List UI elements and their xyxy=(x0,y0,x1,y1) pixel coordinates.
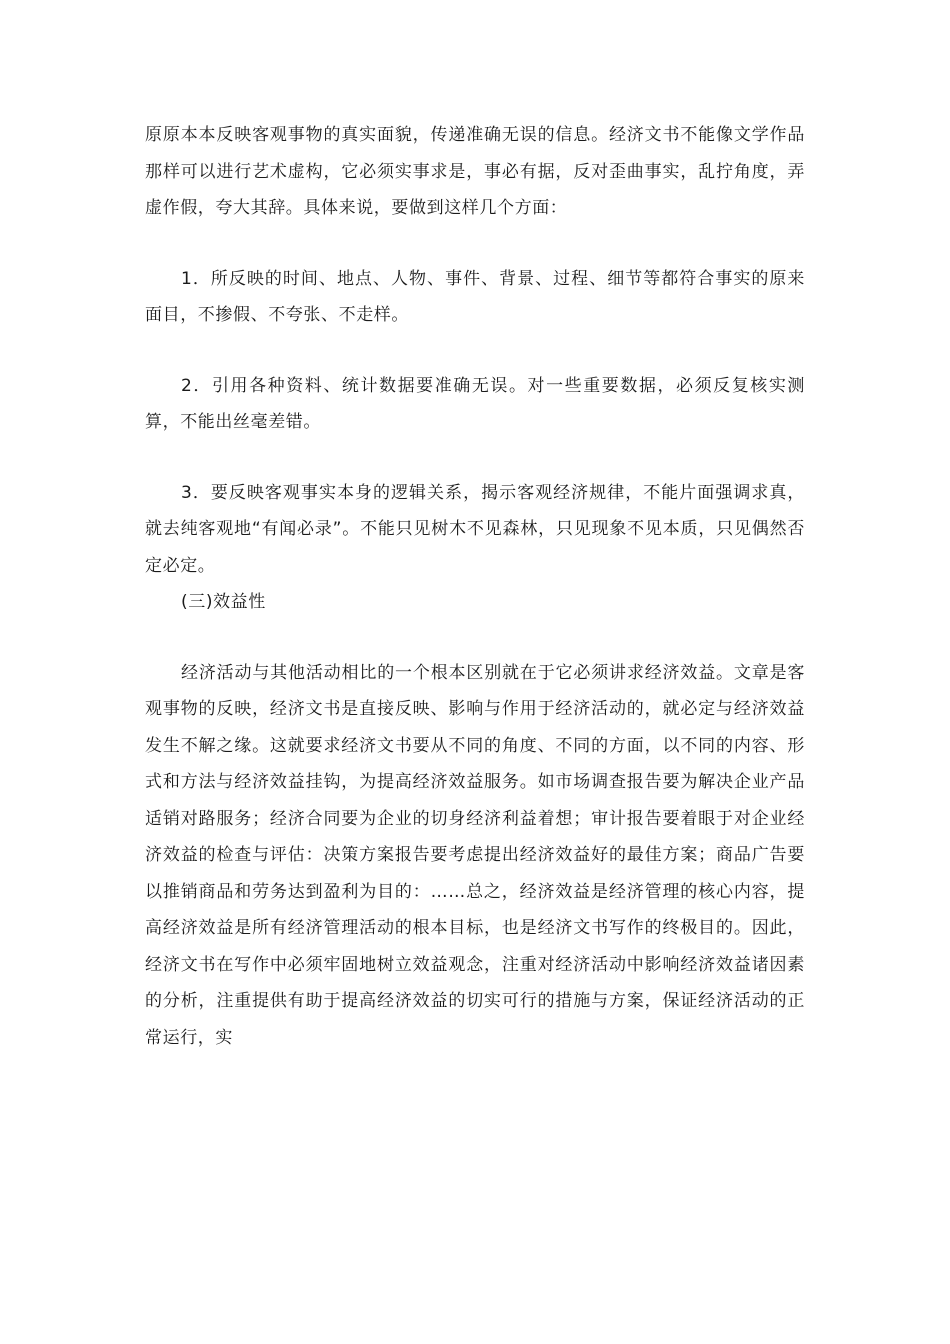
section-heading-benefit: (三)效益性 xyxy=(181,592,266,612)
paragraph-continuation: 原原本本反映客观事物的真实面貌，传递准确无误的信息。经济文书不能像文学作品那样可以进行艺术虚构，它必须实事求是，事必有据，反对歪曲事实，乱拧角度，弄虚作假，夸大其辞。具体来说，要做到这样几个方面： xyxy=(145,125,805,218)
list-item-3: 3．要反映客观事实本身的逻辑关系，揭示客观经济规律，不能片面强调求真，就去纯客观地“有闻必录”。不能只见树木不见森林，只见现象不见本质，只见偶然否定必定。 xyxy=(145,482,805,576)
list-item-2: 2．引用各种资料、统计数据要准确无误。对一些重要数据，必须反复核实测算，不能出丝毫差错。 xyxy=(145,375,805,432)
list-item-1: 1．所反映的时间、地点、人物、事件、背景、过程、细节等都符合事实的原来面目，不掺假、不夸张、不走样。 xyxy=(145,268,805,325)
paragraph-benefit: 经济活动与其他活动相比的一个根本区别就在于它必须讲求经济效益。文章是客观事物的反映，经济文书是直接反映、影响与作用于经济活动的，就必定与经济效益发生不解之缘。这就要求经济文书要从不同的角度、不同的方面，以不同的内容、形式和方法与经济效益挂钩，为提高经济效益服务。如市场调查报告要为解决企业产品适销对路服务；经济合同要为企业的切身经济利益着想；审计报告要着眼于对企业经济效益的检查与评估：决策方案报告要考虑提出经济效益好的最佳方案；商品广告要以推销商品和劳务达到盈利为目的：……总之，经济效益是经济管理的核心内容，提高经济效益是所有经济管理活动的根本目标，也是经济文书写作的终极目的。因此，经济文书在写作中必须牢固地树立效益观念，注重对经济活动中影响经济效益诸因素的分析，注重提供有助于提高经济效益的切实可行的措施与方案，保证经济活动的正常运行，实 xyxy=(145,662,805,1048)
document-body xyxy=(145,117,805,1056)
